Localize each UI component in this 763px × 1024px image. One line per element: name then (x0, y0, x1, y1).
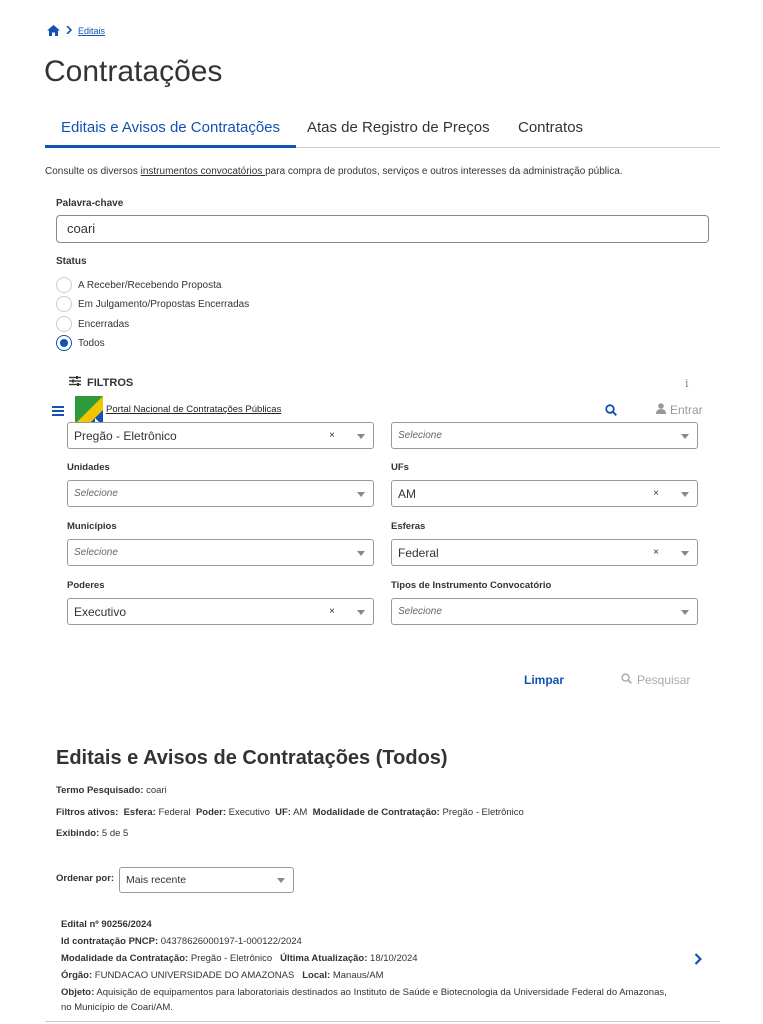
radio-label: Em Julgamento/Propostas Encerradas (78, 298, 250, 310)
pesquisar-label: Pesquisar (637, 673, 691, 687)
user-icon (656, 403, 666, 417)
field-value: 04378626000197-1-000122/2024 (160, 936, 302, 947)
radio-label: A Receber/Recebendo Proposta (78, 279, 222, 291)
select-value: Pregão - Eletrônico (74, 428, 177, 443)
select-placeholder: Selecione (398, 606, 442, 617)
caret-down-icon (357, 434, 365, 439)
field-value: Manaus/AM (332, 970, 384, 981)
clear-icon[interactable]: × (329, 606, 335, 617)
poderes-label: Poderes (67, 580, 105, 591)
select-value: AM (398, 486, 416, 501)
field-label: Última Atualização: (280, 953, 368, 964)
status-option-todos[interactable] (56, 335, 105, 351)
filter-key: UF: (275, 807, 291, 818)
select-placeholder: Selecione (74, 488, 118, 499)
esferas-label: Esferas (391, 521, 426, 532)
meta-label: Filtros ativos: (56, 807, 119, 818)
meta-value: 5 de 5 (101, 828, 129, 839)
chevron-right-icon[interactable] (694, 952, 702, 970)
field-label: Objeto: (61, 987, 95, 998)
limpar-button[interactable]: Limpar (524, 673, 565, 687)
caret-down-icon (681, 551, 689, 556)
edital-number (61, 916, 671, 933)
field-value: 18/10/2024 (370, 953, 418, 964)
caret-down-icon (357, 610, 365, 615)
meta-label: Termo Pesquisado: (56, 785, 144, 796)
select-value: Mais recente (126, 874, 187, 886)
status-option-receber[interactable] (56, 277, 221, 293)
tipos-label: Tipos de Instrumento Convocatório (391, 580, 552, 591)
tipos-select[interactable] (391, 598, 698, 625)
pesquisar-button[interactable] (621, 673, 690, 687)
caret-down-icon (357, 492, 365, 497)
breadcrumb (47, 25, 105, 36)
municipios-select[interactable] (67, 539, 374, 566)
field-value: FUNDACAO UNIVERSIDADE DO AMAZONAS (94, 970, 295, 981)
result-item[interactable] (61, 916, 671, 1015)
search-icon[interactable] (605, 403, 617, 421)
filter-value: Executivo (228, 807, 270, 818)
unidades-label: Unidades (67, 462, 110, 473)
caret-down-icon (681, 492, 689, 497)
radio-label: Todos (78, 337, 105, 349)
page-title: Contratações (44, 55, 223, 88)
status-option-julgamento[interactable] (56, 296, 249, 312)
keyword-label: Palavra-chave (56, 198, 124, 209)
clear-icon[interactable]: × (329, 430, 335, 441)
menu-icon[interactable] (52, 403, 64, 419)
field-label: Id contratação PNCP: (61, 936, 159, 947)
filter-value: Federal (158, 807, 191, 818)
home-icon[interactable] (47, 25, 60, 36)
select-placeholder: Selecione (74, 547, 118, 558)
municipios-label: Municípios (67, 521, 117, 532)
filter-value: Pregão - Eletrônico (442, 807, 524, 818)
status-label: Status (56, 256, 87, 267)
caret-down-icon (357, 551, 365, 556)
meta-value: coari (146, 785, 167, 796)
clear-icon[interactable]: × (653, 488, 659, 499)
chevron-right-icon (66, 26, 72, 36)
field-label: Órgão: (61, 970, 93, 981)
info-icon[interactable]: i (685, 377, 689, 390)
caret-down-icon (681, 434, 689, 439)
intro-after: para compra de produtos, serviços e outros interesses da administração pública. (265, 166, 623, 177)
meta-label: Exibindo: (56, 828, 100, 839)
field-label: Local: (302, 970, 331, 981)
tab-atas[interactable]: Atas de Registro de Preços (307, 119, 490, 136)
pncp-logo[interactable] (75, 396, 103, 424)
order-select[interactable] (119, 867, 294, 893)
search-icon (621, 673, 632, 687)
instrumentos-link[interactable]: instrumentos convocatórios (140, 166, 266, 177)
field-value: Aquisição de equipamentos para laboratoriais destinados ao Instituto de Saúde e Biotecnologia da Universidade Federal do Amazonas, no Município de Coari/AM. (61, 987, 667, 1013)
tab-bar (45, 110, 720, 148)
ufs-label: UFs (391, 462, 409, 473)
esferas-select[interactable] (391, 539, 698, 566)
field-value: Pregão - Eletrônico (190, 953, 273, 964)
exibindo (56, 828, 128, 839)
tab-contratos[interactable]: Contratos (518, 119, 584, 136)
results-title: Editais e Avisos de Contratações (Todos) (56, 747, 448, 769)
order-label: Ordenar por: (56, 873, 115, 884)
sliders-icon (69, 376, 81, 389)
keyword-input[interactable]: coari (56, 215, 709, 243)
radio-button[interactable] (56, 296, 72, 312)
termo-pesquisado (56, 785, 167, 796)
caret-down-icon (277, 878, 285, 883)
tab-editais[interactable]: Editais e Avisos de Contratações (45, 110, 296, 148)
ufs-select[interactable] (391, 480, 698, 507)
filter-key: Esfera: (123, 807, 156, 818)
breadcrumb-link-editais[interactable]: Editais (78, 25, 106, 36)
select-value: Executivo (74, 604, 127, 619)
modalidade-row (61, 950, 671, 967)
select-placeholder: Selecione (398, 430, 442, 441)
filter-value: AM (293, 807, 308, 818)
modalidade-select[interactable] (67, 422, 374, 449)
radio-button[interactable] (56, 277, 72, 293)
login-label: Entrar (670, 403, 703, 417)
radio-button[interactable] (56, 316, 72, 332)
intro-before: Consulte os diversos (45, 166, 141, 177)
unidades-select[interactable] (67, 480, 374, 507)
right-top-select[interactable] (391, 422, 698, 449)
filtros-ativos (56, 807, 524, 818)
clear-icon[interactable]: × (653, 547, 659, 558)
filter-key: Modalidade de Contratação: (312, 807, 440, 818)
radio-button-checked[interactable] (56, 335, 72, 351)
caret-down-icon (681, 610, 689, 615)
radio-label: Encerradas (78, 318, 130, 330)
filter-key: Poder: (195, 807, 227, 818)
id-pncp (61, 933, 671, 950)
field-label: Modalidade da Contratação: (61, 953, 189, 964)
login-button[interactable] (656, 403, 703, 417)
orgao-row (61, 967, 671, 984)
status-option-encerradas[interactable] (56, 316, 129, 332)
intro-text (45, 166, 623, 177)
divider (45, 1021, 720, 1022)
objeto-row (61, 985, 671, 1015)
portal-link[interactable]: Portal Nacional de Contratações Públicas (106, 404, 282, 415)
filters-title: FILTROS (87, 376, 134, 389)
select-value: Federal (398, 545, 439, 560)
edital-text: Edital nº 90256/2024 (61, 919, 152, 930)
poderes-select[interactable] (67, 598, 374, 625)
filters-heading[interactable] (69, 376, 133, 389)
